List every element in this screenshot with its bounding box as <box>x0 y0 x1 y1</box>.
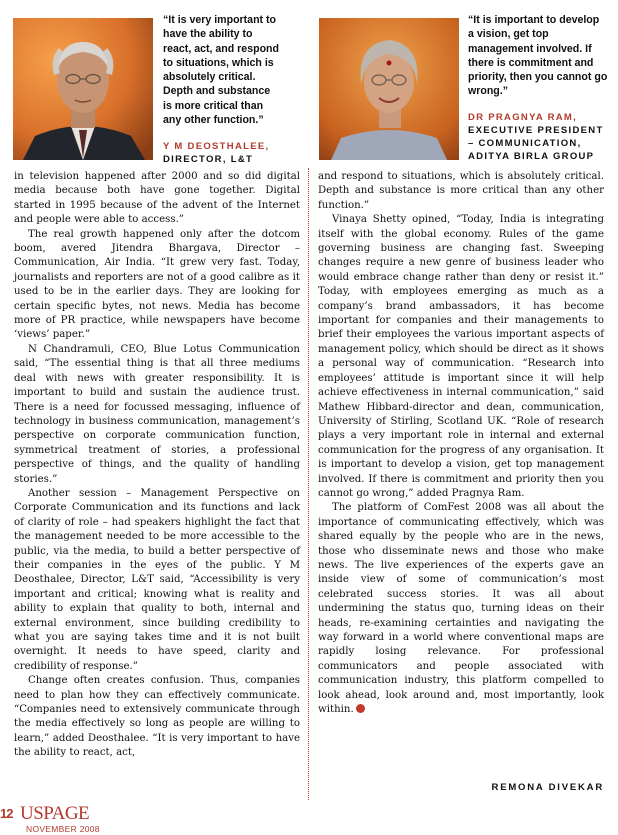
quote-author-name: Y M DEOSTHALEE, <box>163 141 270 152</box>
page-number: 12 <box>0 806 13 821</box>
issue-date: NOVEMBER 2008 <box>26 824 100 834</box>
quote-author-title-line: EXECUTIVE PRESIDENT <box>468 125 604 136</box>
quote-author-title-line: – COMMUNICATION, <box>468 138 582 149</box>
paragraph: Another session – Management Perspective on Corporate Communication and its functions and lack of clarity of role – had speakers highlight the fact that the management needed to be more accessible to the public, via the media, to build a better perspective of their companies in the eyes of the public. Y M Deosthalee, Director, L&T said, “Accessibility is very important and critical; knowing what is reality and ability to explain that quality to both, internal and external environment, since building credibility to what you are saying takes time and it is not built overnight. It needs to have speed, clarity and credibility of response.” <box>14 487 300 672</box>
portrait-deosthalee <box>13 18 153 160</box>
quote-author-title: DIRECTOR, L&T <box>163 154 254 165</box>
paragraph: Vinaya Shetty opined, “Today, India is integrating itself with the global economy. Rules of the game governing business are changing fast. Sweeping changes require a new genre of business leader who would embrace change rather than deny or resist it.” Today, with employees emerging as much as a company’s brand ambassadors, it has become important for companies and their managements to brief their employees the various important aspects of management policy, which should be direct as it shows a personal way of communication. “Research into employees’ attitude is important since it will help achieve effectiveness in internal communication,” said Mathew Hibbard-director and dean, communication, University of Stirling, Scotland UK. “Role of research plays a very important role in internal and external communication for the progress of any organisation. It is important to develop a vision, get top management involved. If there is commitment and priority then you cannot go wrong,” added Pragnya Ram. <box>318 214 604 499</box>
page-footer <box>0 803 200 835</box>
quote-author-name: DR PRAGNYA RAM, <box>468 112 578 123</box>
pull-quote-pragnya-ram: “It is important to develop a vision, get top management involved. If there is commitment and priority, then you cannot go wrong.” <box>468 14 608 98</box>
article-byline: REMONA DIVEKAR <box>491 782 604 793</box>
paragraph: and respond to situations, which is absolutely critical. Depth and substance is more critical than any other function.” <box>318 171 604 211</box>
column-divider <box>308 168 309 800</box>
paragraph <box>318 501 604 717</box>
quote-author-title-line: ADITYA BIRLA GROUP <box>468 151 595 162</box>
paragraph: The real growth happened only after the dotcom boom, avered Jitendra Bhargava, Director – Communication, Air India. “It grew very fast. Today, journalists and reporters are not of a good calibre as it used to be in the earlier days. They are looking for certain specific bytes, not news. Media has become more of PR practice, while newspapers have become ‘views’ paper.” <box>14 228 300 341</box>
portrait-pragnya-ram <box>319 18 459 160</box>
article-column-right <box>318 170 604 717</box>
paragraph-text: The platform of ComFest 2008 was all about the importance of communicating effectively, which was shared equally by the people who are in the news, those who disseminate news and those who make news. The live experiences of the experts gave an inside view of some of communication’s most celebrated success stories. It was all about undermining the status quo, turning ideas on their heads, re-examining certainties and navigating the way forward in a world where conventional maps are rapidly losing relevance. For professional communicators and people associated with communication industry, this platform compelled to look ahead, look around and, most importantly, look within. <box>318 502 604 716</box>
article-column-left <box>14 170 300 761</box>
quote-attribution-deosthalee <box>163 140 293 166</box>
pull-quote-deosthalee: “It is very important to have the ability to react, act, and respond to situations, which is absolutely critical. Depth and substance is more critical than any other function.” <box>163 14 279 127</box>
end-mark-icon <box>356 704 365 713</box>
paragraph: N Chandramuli, CEO, Blue Lotus Communication said, “The essential thing is that all three mediums deal with news with greater responsibility. It is important to build and sustain the audience trust. There is a need for focussed messaging, influence of technology in business communication, management’s perspective on corporate communication function, symmetrical treatment of stories, a professional perspective of things, and the quality of handling stories.” <box>14 343 300 485</box>
magazine-name: USPAGE <box>20 803 90 824</box>
paragraph: in television happened after 2000 and so did digital media because both have gone together. Digital started in 1995 because of the advent of the Internet and people were able to access.” <box>14 171 300 226</box>
quote-attribution-pragnya-ram <box>468 111 613 163</box>
paragraph: Change often creates confusion. Thus, companies need to plan how they can effectively communicate. “Companies need to extensively communicate through the media effectively so long as people are willing to learn,” added Deosthalee. “It is very important to have the ability to react, act, <box>14 675 300 759</box>
